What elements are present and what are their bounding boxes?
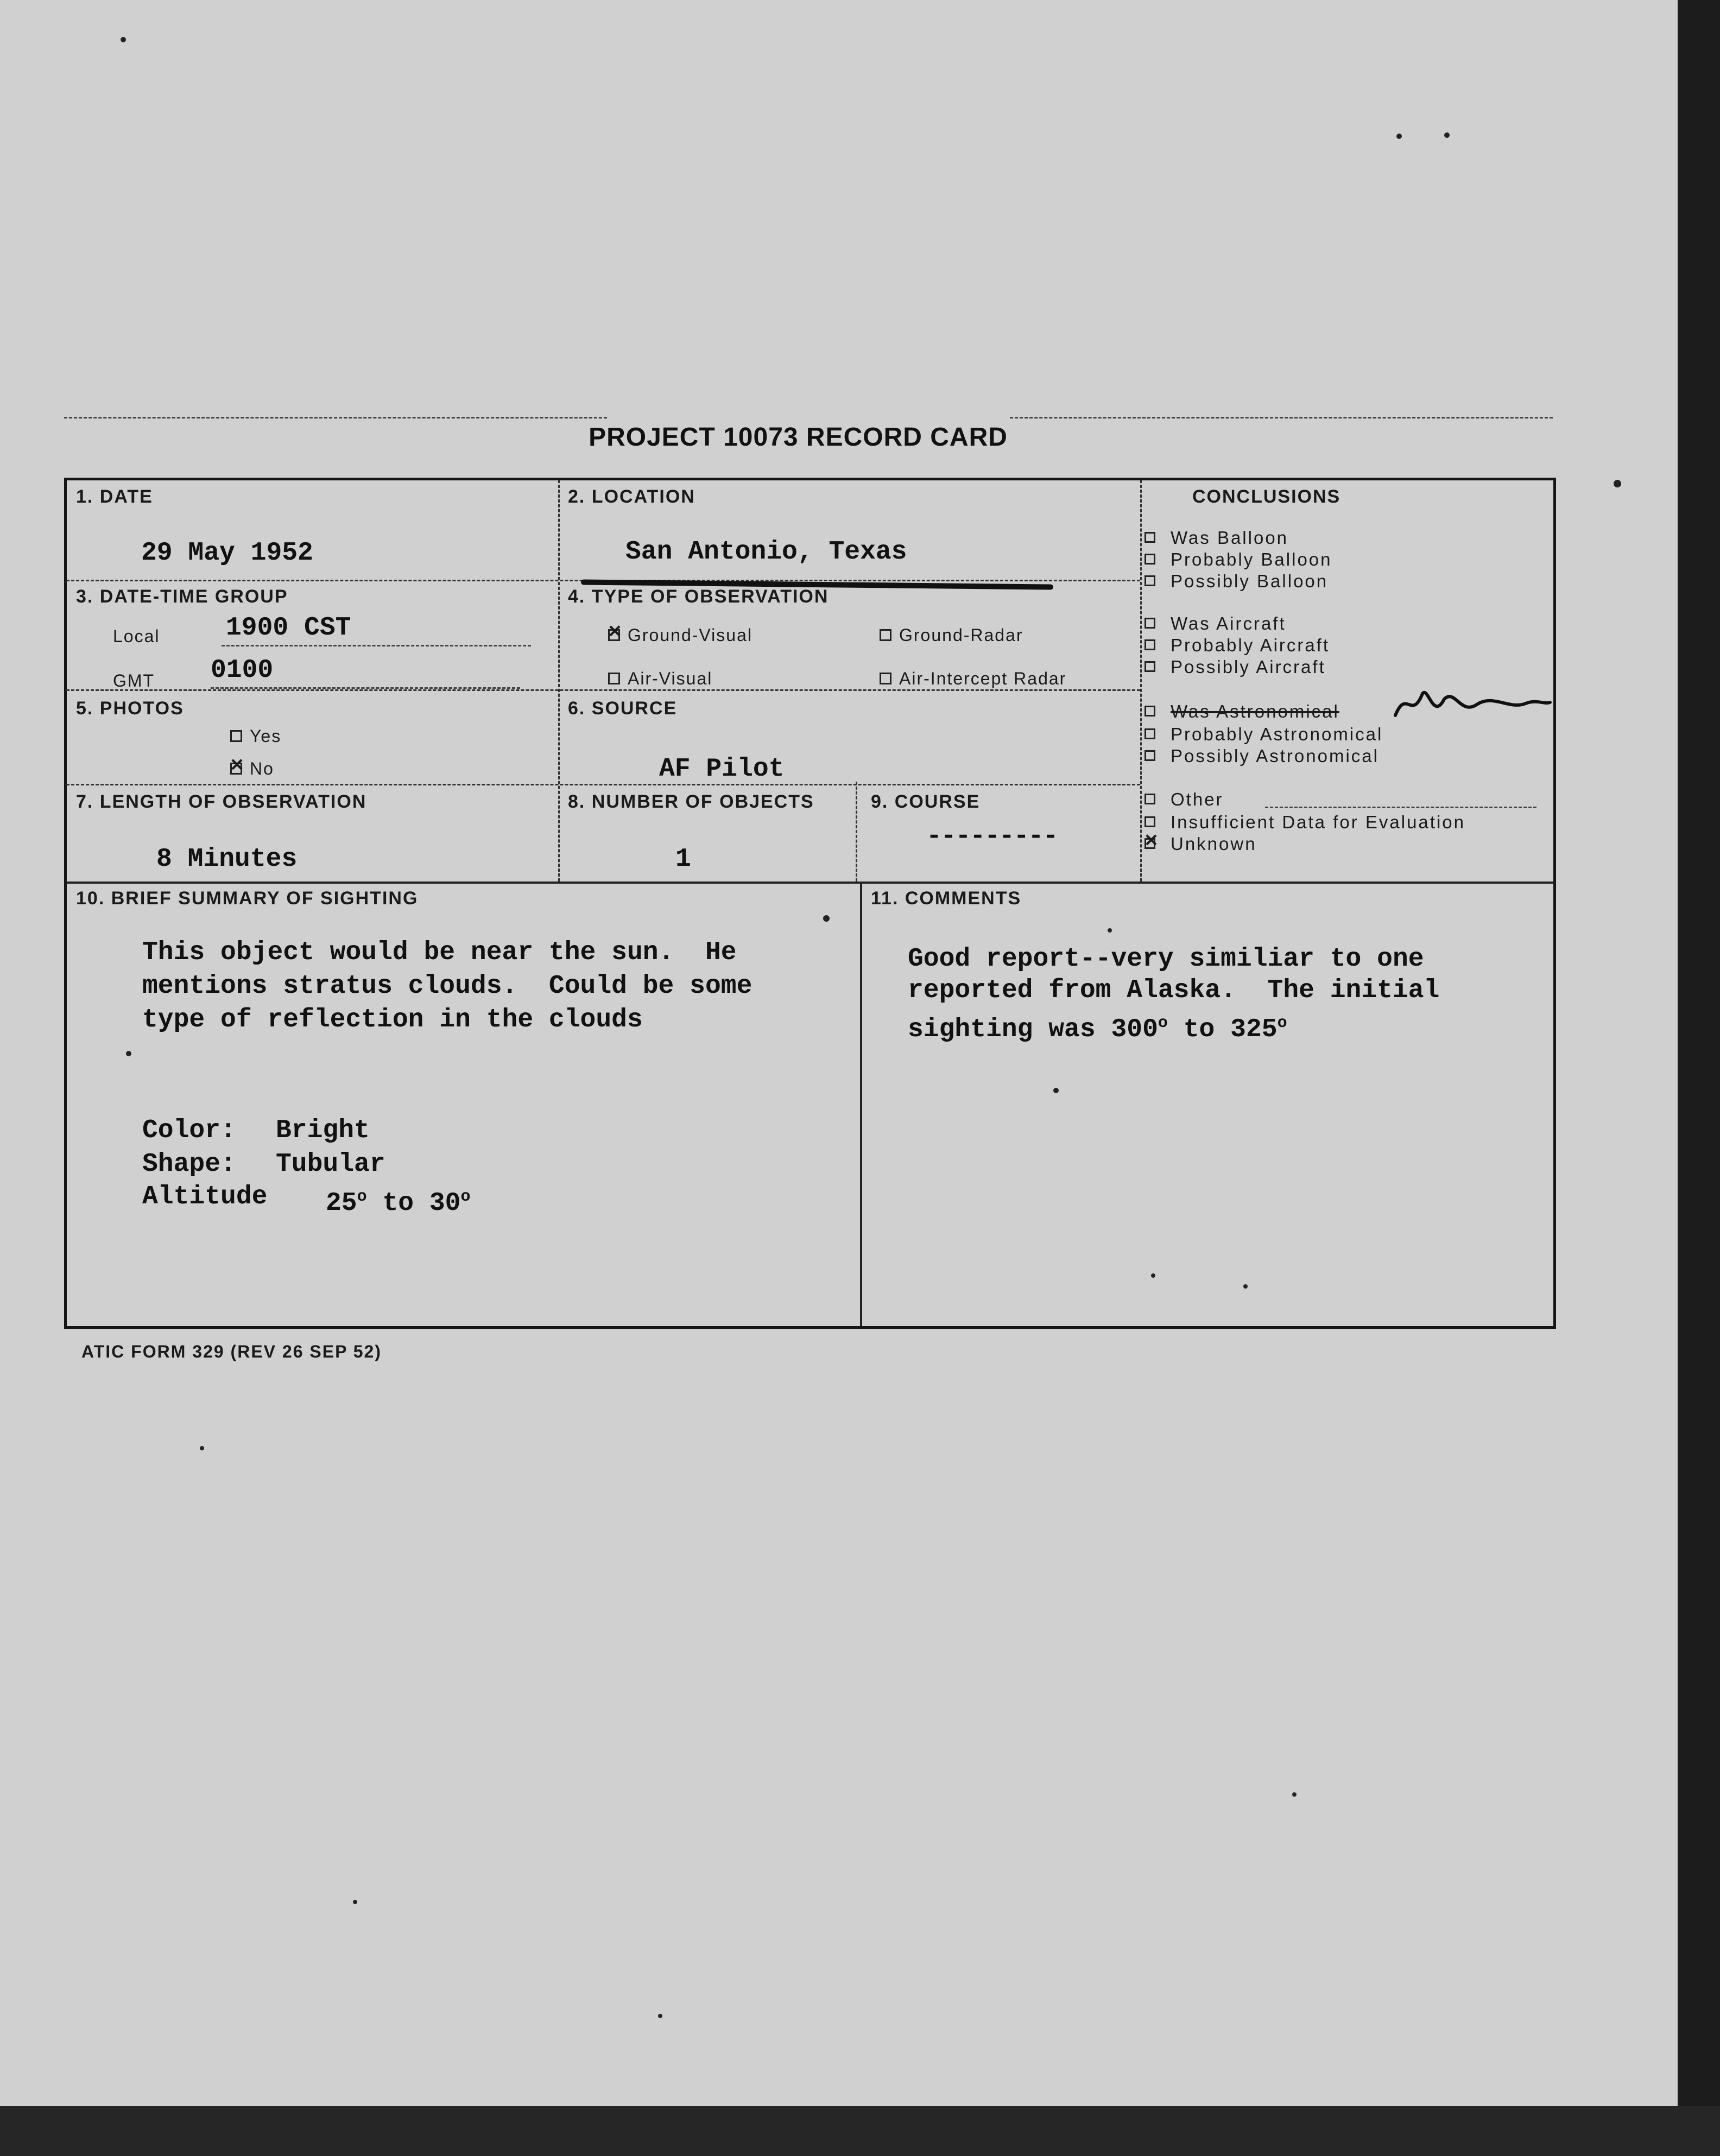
comments-line-2: reported from Alaska. The initial xyxy=(908,976,1440,1005)
checkbox-empty-icon xyxy=(230,730,242,742)
conclusion-was-aircraft[interactable]: Was Aircraft xyxy=(1144,613,1286,634)
card-top-rule xyxy=(1010,417,1553,418)
card-title: PROJECT 10073 RECORD CARD xyxy=(589,423,1008,452)
local-rule xyxy=(222,645,531,646)
dust-speck xyxy=(200,1446,204,1450)
photos-no[interactable]: ✕No xyxy=(230,759,274,779)
shape-value: Tubular xyxy=(276,1150,385,1179)
checkbox-checked-icon xyxy=(608,629,620,641)
shape-label: Shape: xyxy=(142,1150,236,1179)
dust-speck xyxy=(121,37,126,42)
conclusion-probably-astronomical[interactable]: Probably Astronomical xyxy=(1144,724,1383,745)
source-label: 6. SOURCE xyxy=(568,698,678,719)
checkbox-empty-icon xyxy=(1144,618,1155,629)
checkbox-empty-icon xyxy=(1144,706,1155,716)
checkbox-empty-icon xyxy=(1144,639,1155,650)
location-value: San Antonio, Texas xyxy=(625,537,907,567)
altitude-label: Altitude xyxy=(142,1182,268,1212)
other-rule xyxy=(1265,807,1536,808)
checkbox-checked-icon xyxy=(1144,838,1155,849)
course-value: --------- xyxy=(926,822,1058,851)
scan-edge-bottom xyxy=(0,2106,1720,2156)
scan-edge-right xyxy=(1678,0,1720,2156)
objects-label: 8. NUMBER OF OBJECTS xyxy=(568,791,814,812)
conclusions-label: CONCLUSIONS xyxy=(1192,486,1341,507)
checkbox-empty-icon xyxy=(880,673,891,684)
divider xyxy=(66,784,1140,785)
card-top-rule xyxy=(64,417,607,418)
checkbox-checked-icon xyxy=(230,763,242,775)
length-label: 7. LENGTH OF OBSERVATION xyxy=(76,791,367,812)
conclusion-possibly-aircraft[interactable]: Possibly Aircraft xyxy=(1144,657,1326,677)
summary-label: 10. BRIEF SUMMARY OF SIGHTING xyxy=(76,888,419,909)
comments-line-3: sighting was 300$^o$ to 325$^o$ xyxy=(908,1014,1287,1044)
conclusion-was-astronomical[interactable]: Was Astronomical xyxy=(1144,701,1339,722)
color-label: Color: xyxy=(142,1116,236,1145)
course-label: 9. COURSE xyxy=(871,791,981,812)
divider xyxy=(558,480,560,882)
checkbox-empty-icon xyxy=(1144,728,1155,739)
observation-ground-radar[interactable]: Ground-Radar xyxy=(880,625,1023,645)
checkbox-empty-icon xyxy=(1144,661,1155,672)
summary-line-1: This object would be near the sun. He xyxy=(142,938,737,967)
date-time-group-label: 3. DATE-TIME GROUP xyxy=(76,586,288,607)
observation-ground-visual[interactable]: ✕Ground-Visual xyxy=(608,625,752,645)
local-label: Local xyxy=(113,626,160,646)
dust-speck xyxy=(353,1900,357,1904)
summary-line-3: type of reflection in the clouds xyxy=(142,1005,643,1035)
checkbox-empty-icon xyxy=(1144,532,1155,543)
observation-air-visual[interactable]: Air-Visual xyxy=(608,669,712,689)
conclusion-possibly-astronomical[interactable]: Possibly Astronomical xyxy=(1144,746,1379,766)
conclusion-probably-balloon[interactable]: Probably Balloon xyxy=(1144,549,1332,570)
date-value: 29 May 1952 xyxy=(141,538,313,568)
local-value: 1900 CST xyxy=(226,613,351,643)
gmt-value: 0100 xyxy=(211,656,274,685)
divider xyxy=(66,882,1554,884)
handwritten-initials xyxy=(1390,683,1553,726)
comments-line-1: Good report--very similiar to one xyxy=(908,944,1424,974)
divider xyxy=(860,882,862,1327)
checkbox-empty-icon xyxy=(880,629,891,641)
checkbox-empty-icon xyxy=(608,673,620,684)
source-value: AF Pilot xyxy=(659,754,785,784)
checkbox-empty-icon xyxy=(1144,554,1155,565)
dust-speck xyxy=(1396,134,1402,139)
dust-speck xyxy=(1614,480,1621,487)
conclusion-other[interactable]: Other xyxy=(1144,789,1224,810)
divider xyxy=(1140,480,1142,882)
gmt-rule xyxy=(211,687,520,689)
conclusion-possibly-balloon[interactable]: Possibly Balloon xyxy=(1144,571,1328,592)
summary-line-2: mentions stratus clouds. Could be some xyxy=(142,972,752,1001)
conclusion-probably-aircraft[interactable]: Probably Aircraft xyxy=(1144,635,1330,656)
color-value: Bright xyxy=(276,1116,370,1145)
checkbox-empty-icon xyxy=(1144,816,1155,827)
objects-value: 1 xyxy=(675,845,691,874)
checkbox-empty-icon xyxy=(1144,750,1155,761)
dust-speck xyxy=(1444,132,1450,138)
observation-type-label: 4. TYPE OF OBSERVATION xyxy=(568,586,829,607)
checkbox-empty-icon xyxy=(1144,575,1155,586)
divider xyxy=(66,689,1140,691)
conclusion-insufficient-data[interactable]: Insufficient Data for Evaluation xyxy=(1144,812,1465,833)
photos-yes[interactable]: Yes xyxy=(230,726,281,746)
date-label: 1. DATE xyxy=(76,486,153,507)
observation-air-intercept-radar[interactable]: Air-Intercept Radar xyxy=(880,669,1066,689)
photos-label: 5. PHOTOS xyxy=(76,698,184,719)
dust-speck xyxy=(658,2014,662,2018)
length-value: 8 Minutes xyxy=(156,845,298,874)
divider xyxy=(856,782,857,882)
altitude-value: 25$^o$ to 30$^o$ xyxy=(326,1188,471,1218)
conclusion-unknown[interactable]: ✕Unknown xyxy=(1144,834,1257,854)
dust-speck xyxy=(1292,1792,1297,1797)
conclusion-was-balloon[interactable]: Was Balloon xyxy=(1144,528,1288,548)
form-identifier: ATIC FORM 329 (REV 26 SEP 52) xyxy=(81,1342,382,1361)
checkbox-empty-icon xyxy=(1144,794,1155,804)
location-label: 2. LOCATION xyxy=(568,486,695,507)
gmt-label: GMT xyxy=(113,671,155,690)
comments-label: 11. COMMENTS xyxy=(871,888,1022,909)
